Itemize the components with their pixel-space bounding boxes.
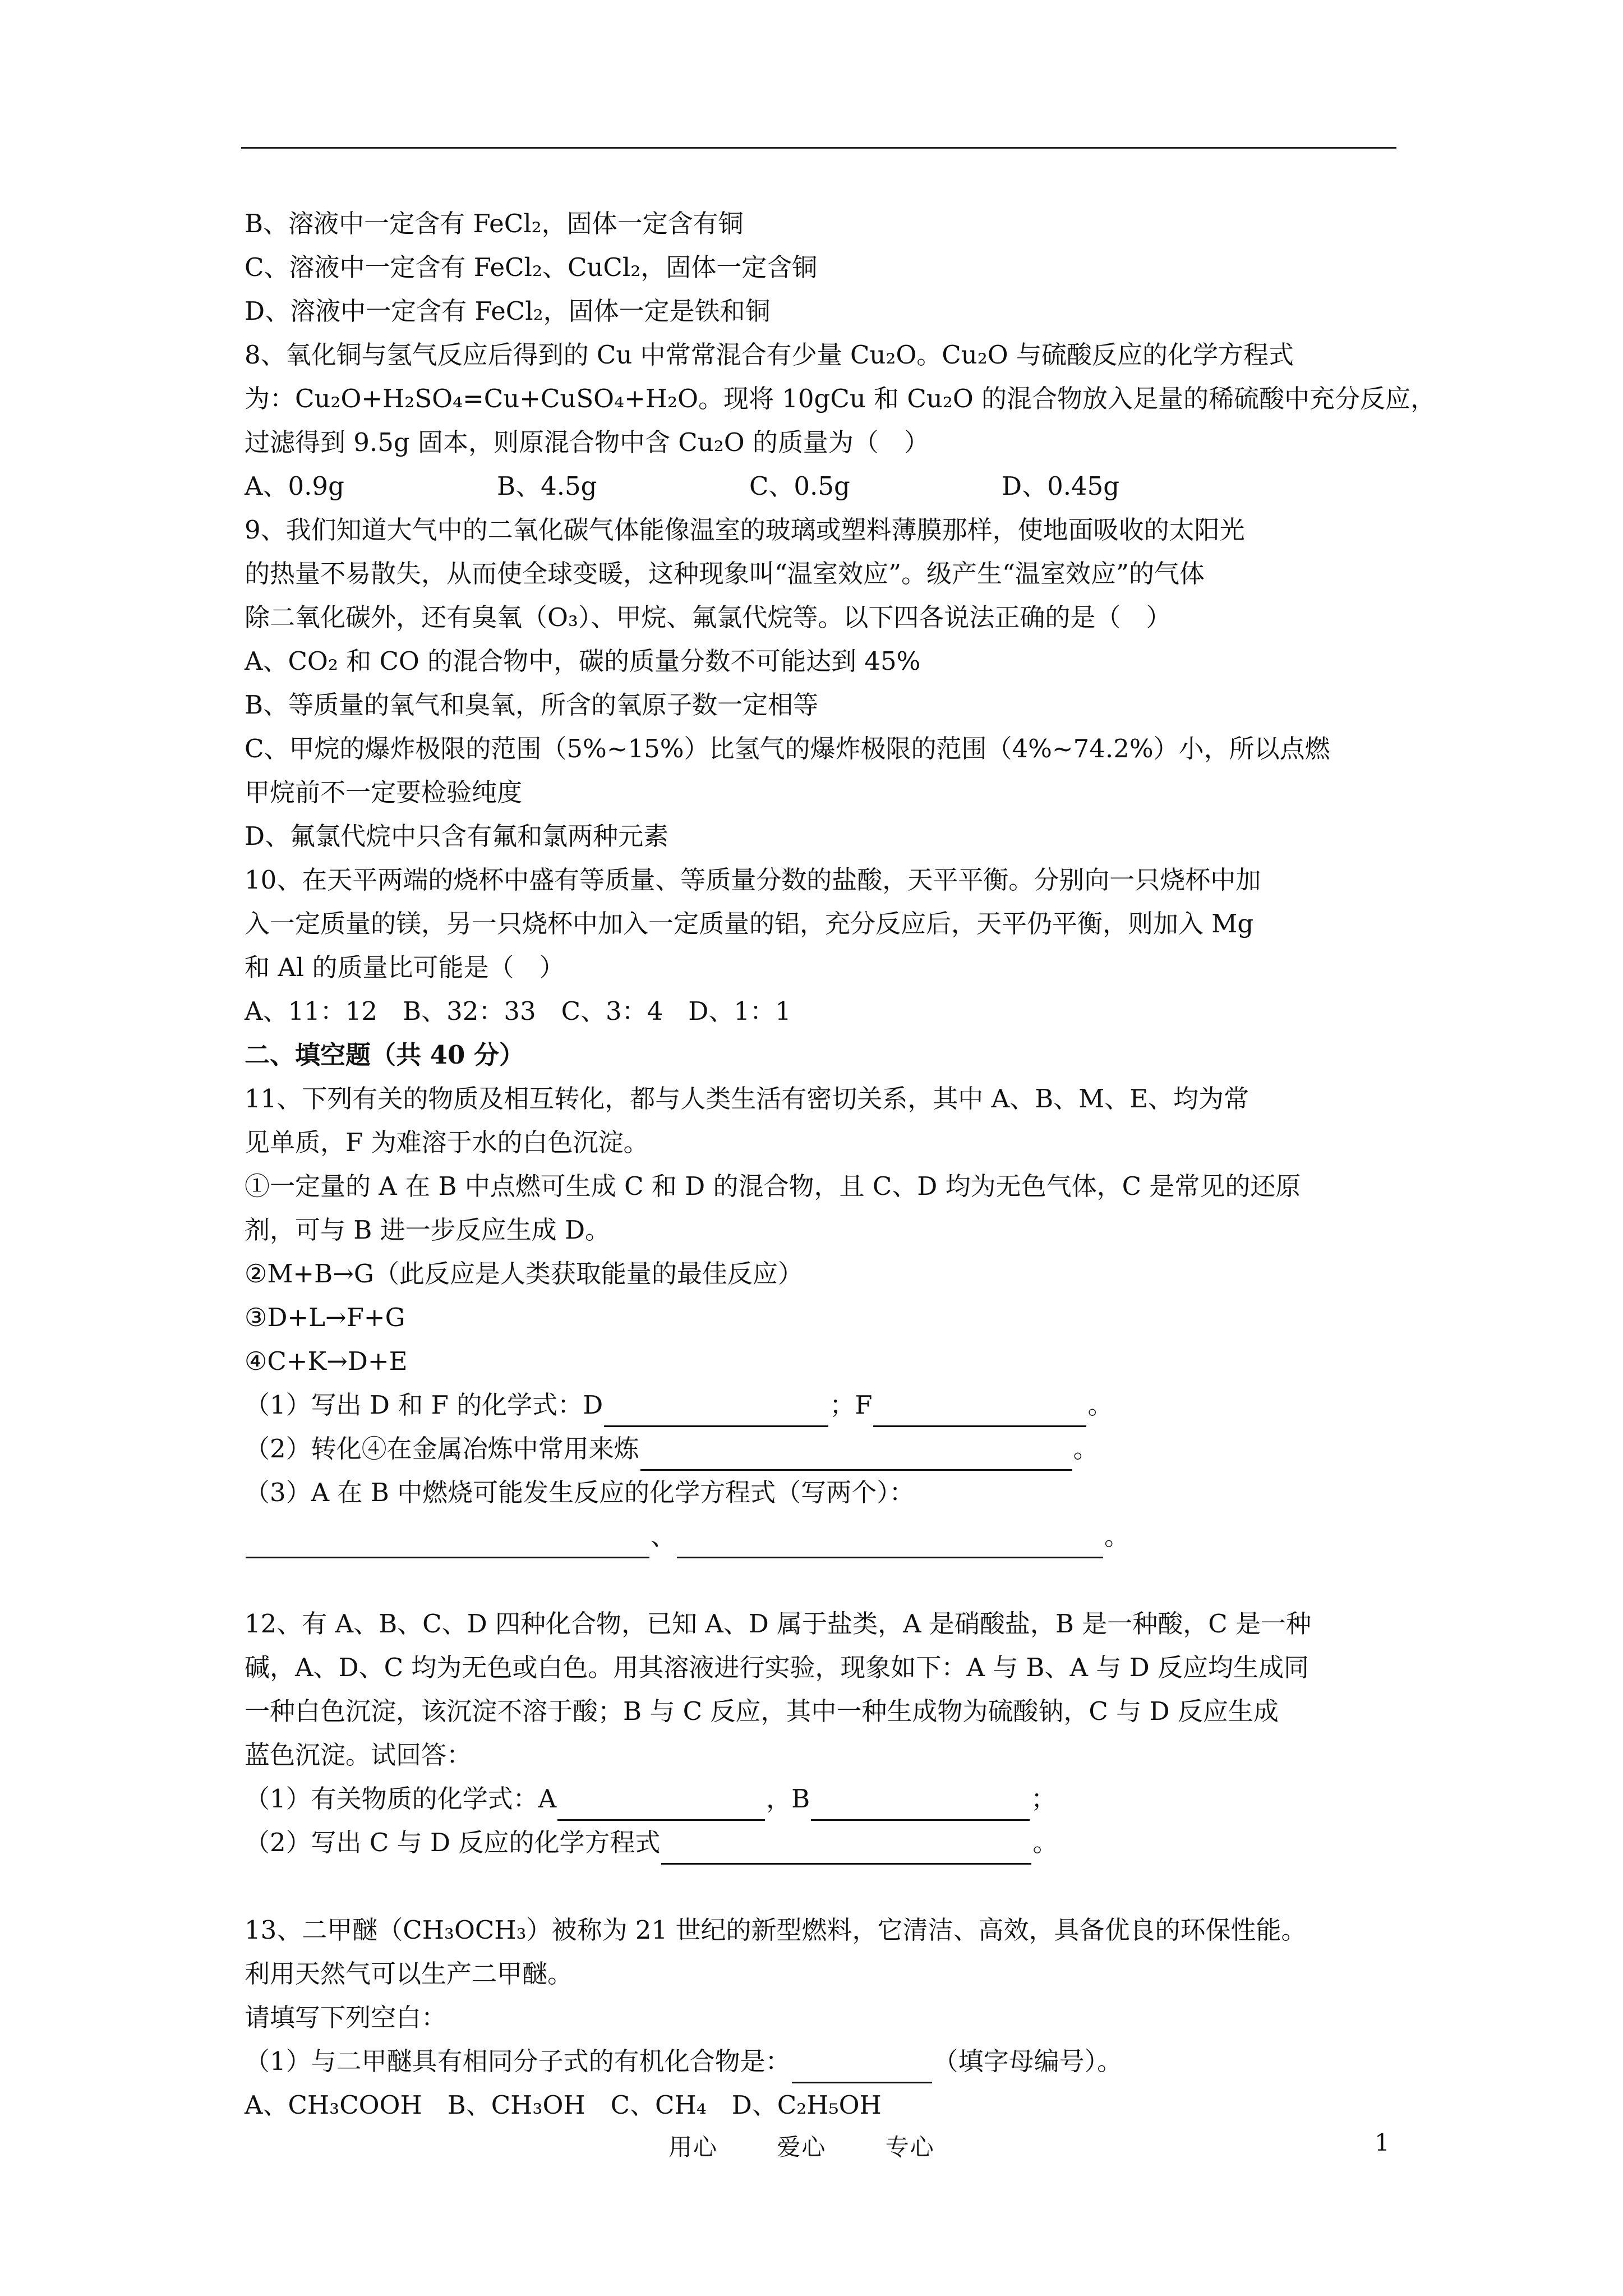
page-number: 1 (1375, 2129, 1390, 2156)
q12-line-2: 碱，A、D、C 均为无色或白色。用其溶液进行实验，现象如下：A 与 B、A 与 D 反应均生成同 (245, 1653, 1309, 1682)
section-2-heading: 二、填空题（共 40 分） (245, 1040, 524, 1070)
q8-option-b: B、4.5g (497, 471, 597, 501)
q12-sub-1: （1）有关物质的化学式：A ，B ； (245, 1777, 1400, 1821)
footer-word-3: 专心 (885, 2133, 935, 2161)
q11-reaction-3: ③D+L→F+G (245, 1303, 405, 1332)
q13-sub-1: （1）与二甲醚具有相同分子式的有机化合物是： （填字母编号）。 (245, 2040, 1400, 2083)
q12-blank-a[interactable] (557, 1788, 765, 1821)
footer-word-2: 爱心 (777, 2133, 827, 2161)
q13-options: A、CH₃COOH B、CH₃OH C、CH₄ D、C₂H₅OH (245, 2090, 882, 2120)
q10-line-3: 和 Al 的质量比可能是（ ） (245, 953, 565, 982)
q11-sub-3: （3）A 在 B 中燃烧可能发生反应的化学方程式（写两个）： (245, 1478, 915, 1507)
q11-line-4: 剂，可与 B 进一步反应生成 D。 (245, 1215, 611, 1245)
q8-options (245, 464, 1400, 508)
q9-line-3: 除二氧化碳外，还有臭氧（O₃）、甲烷、氟氯代烷等。以下四各说法正确的是（ ） (245, 602, 1172, 632)
q11-line-1: 11、下列有关的物质及相互转化，都与人类生活有密切关系，其中 A、B、M、E、均为常 (245, 1084, 1249, 1114)
q12-line-3: 一种白色沉淀，该沉淀不溶于酸；B 与 C 反应，其中一种生成物为硫酸钠，C 与 D 反应生成 (245, 1696, 1279, 1726)
q12-line-4: 蓝色沉淀。试回答： (245, 1740, 472, 1770)
q7-option-d: D、溶液中一定含有 FeCl₂，固体一定是铁和铜 (245, 296, 771, 326)
q11-sub-2: （2）转化④在金属冶炼中常用来炼 。 (245, 1427, 1400, 1471)
q9-option-c-2: 甲烷前不一定要检验纯度 (245, 777, 523, 807)
q8-line-1: 8、氧化铜与氢气反应后得到的 Cu 中常常混合有少量 Cu₂O。Cu₂O 与硫酸反应的化学方程式 (245, 340, 1294, 370)
document-body (245, 202, 1436, 2127)
footer-motto (668, 2129, 985, 2162)
spacer (245, 1558, 1400, 1602)
q11-line-3: ①一定量的 A 在 B 中点燃可生成 C 和 D 的混合物，且 C、D 均为无色气体，C 是常见的还原 (245, 1171, 1301, 1201)
q9-option-d: D、氟氯代烷中只含有氟和氯两种元素 (245, 821, 669, 851)
q11-sub-1: （1）写出 D 和 F 的化学式：D ；F 。 (245, 1383, 1400, 1427)
q13-line-2: 利用天然气可以生产二甲醚。 (245, 1959, 573, 1989)
q11-blank-d[interactable] (604, 1394, 828, 1427)
q9-line-2: 的热量不易散失，从而使全球变暖，这种现象叫“温室效应”。级产生“温室效应”的气体 (245, 559, 1205, 588)
q8-option-c: C、0.5g (749, 471, 850, 501)
q11-blank-metal[interactable] (640, 1438, 1072, 1471)
q13-line-3: 请填写下列空白： (245, 2003, 447, 2032)
q8-line-3: 过滤得到 9.5g 固本，则原混合物中含 Cu₂O 的质量为（ ） (245, 427, 929, 457)
q11-sub-3-blanks: 、 。 (245, 1515, 1400, 1558)
q8-option-a: A、0.9g (245, 471, 344, 501)
q12-sub-2: （2）写出 C 与 D 反应的化学方程式 。 (245, 1821, 1400, 1865)
footer-word-1: 用心 (668, 2133, 718, 2161)
q8-line-2: 为：Cu₂O+H₂SO₄=Cu+CuSO₄+H₂O。现将 10gCu 和 Cu₂O 的混合物放入足量的稀硫酸中充分反应， (245, 384, 1436, 413)
q11-blank-eq-2[interactable] (677, 1525, 1103, 1558)
q11-blank-f[interactable] (873, 1394, 1086, 1427)
q13-blank[interactable] (792, 2050, 932, 2083)
q10-line-1: 10、在天平两端的烧杯中盛有等质量、等质量分数的盐酸，天平平衡。分别向一只烧杯中加 (245, 865, 1261, 895)
q11-blank-eq-1[interactable] (246, 1525, 649, 1558)
q9-option-b: B、等质量的氧气和臭氧，所含的氧原子数一定相等 (245, 690, 819, 720)
q12-blank-eq[interactable] (661, 1832, 1031, 1865)
q9-line-1: 9、我们知道大气中的二氧化碳气体能像温室的玻璃或塑料薄膜那样，使地面吸收的太阳光 (245, 515, 1245, 545)
q11-reaction-2: ②M+B→G（此反应是人类获取能量的最佳反应） (245, 1259, 803, 1289)
header-rule (241, 147, 1396, 149)
q13-line-1: 13、二甲醚（CH₃OCH₃）被称为 21 世纪的新型燃料，它清洁、高效，具备优良的环保性能。 (245, 1915, 1307, 1945)
q10-options: A、11：12 B、32：33 C、3：4 D、1：1 (245, 996, 791, 1026)
q9-option-c-1: C、甲烷的爆炸极限的范围（5%~15%）比氢气的爆炸极限的范围（4%~74.2%）小，所以点燃 (245, 734, 1330, 763)
q7-option-b: B、溶液中一定含有 FeCl₂，固体一定含有铜 (245, 209, 744, 238)
q8-option-d: D、0.45g (1002, 471, 1120, 501)
spacer (245, 1865, 1400, 1908)
q11-reaction-4: ④C+K→D+E (245, 1346, 408, 1376)
q9-option-a: A、CO₂ 和 CO 的混合物中，碳的质量分数不可能达到 45% (245, 646, 921, 676)
q12-line-1: 12、有 A、B、C、D 四种化合物，已知 A、D 属于盐类，A 是硝酸盐，B 是一种酸，C 是一种 (245, 1609, 1312, 1639)
q7-option-c: C、溶液中一定含有 FeCl₂、CuCl₂，固体一定含铜 (245, 252, 818, 282)
q12-blank-b[interactable] (811, 1788, 1030, 1821)
q11-line-2: 见单质，F 为难溶于水的白色沉淀。 (245, 1128, 649, 1157)
q10-line-2: 入一定质量的镁，另一只烧杯中加入一定质量的铝，充分反应后，天平仍平衡，则加入 Mg (245, 909, 1254, 938)
